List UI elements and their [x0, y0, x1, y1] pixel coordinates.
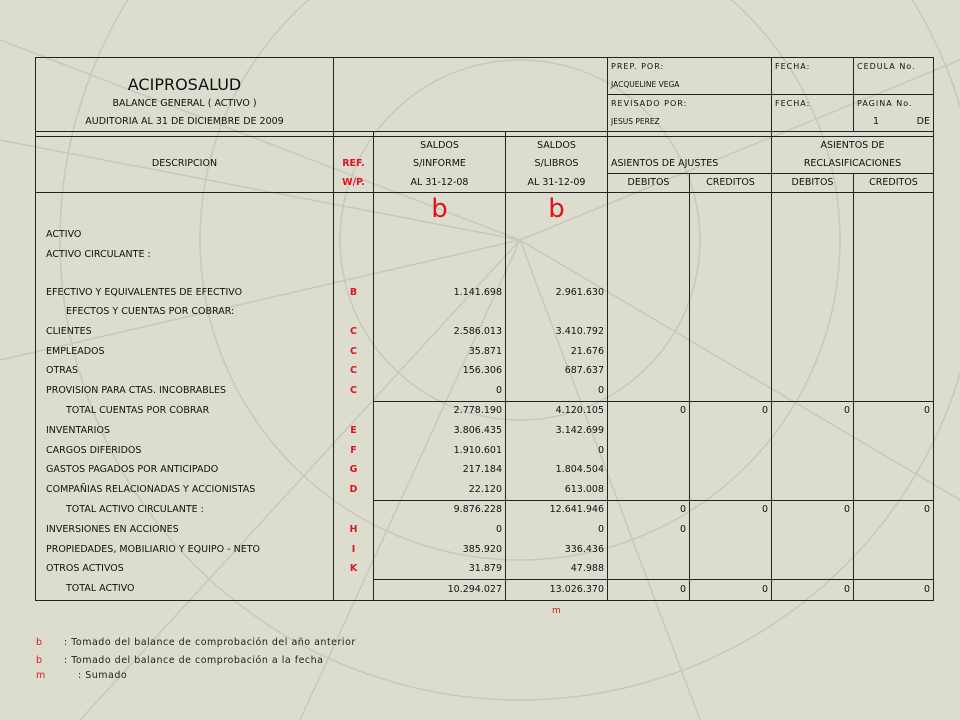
row-saldo-2009 — [506, 303, 608, 323]
row-description: INVENTARIOS — [36, 421, 334, 441]
row-description: TOTAL CUENTAS POR COBRAR — [36, 401, 334, 421]
row-ref: D — [334, 480, 374, 500]
table-row — [36, 480, 934, 500]
row-debito-reclas — [772, 381, 854, 401]
page-number: 1 DE — [854, 113, 934, 132]
row-saldo-2009: 3.410.792 — [506, 322, 608, 342]
row-credito-ajuste — [690, 540, 772, 560]
row-credito-ajuste — [690, 381, 772, 401]
total-row — [36, 401, 934, 421]
prep-name: JACQUELINE VEGA — [608, 76, 772, 95]
total-row — [36, 579, 934, 600]
row-ref — [334, 579, 374, 600]
row-debito-reclas: 0 — [772, 500, 854, 520]
col-creditos: CREDITOS — [690, 174, 772, 193]
col-wp: W/P. — [334, 174, 374, 193]
row-saldo-2009: 687.637 — [506, 361, 608, 381]
row-debito-ajuste: 0 — [608, 579, 690, 600]
section-circulante: ACTIVO CIRCULANTE : — [36, 245, 334, 265]
row-credito-reclas — [854, 441, 934, 461]
table-row — [36, 441, 934, 461]
row-saldo-2008: 217.184 — [374, 460, 506, 480]
row-credito-reclas: 0 — [854, 579, 934, 600]
row-debito-ajuste — [608, 361, 690, 381]
row-credito-reclas — [854, 460, 934, 480]
row-description: EMPLEADOS — [36, 342, 334, 362]
row-debito-reclas — [772, 361, 854, 381]
table-row — [36, 520, 934, 540]
row-debito-reclas — [772, 540, 854, 560]
row-debito-ajuste — [608, 303, 690, 323]
row-credito-reclas — [854, 361, 934, 381]
mark-b-2009: b — [506, 193, 608, 226]
row-saldo-2008 — [374, 303, 506, 323]
row-ref — [334, 401, 374, 421]
row-description: EFECTIVO Y EQUIVALENTES DE EFECTIVO — [36, 283, 334, 303]
row-saldo-2008: 9.876.228 — [374, 500, 506, 520]
audit-title: AUDITORIA AL 31 DE DICIEMBRE DE 2009 — [36, 113, 334, 132]
row-credito-reclas — [854, 283, 934, 303]
row-debito-ajuste — [608, 460, 690, 480]
row-debito-reclas — [772, 303, 854, 323]
row-saldo-2009: 0 — [506, 381, 608, 401]
row-saldo-2008: 156.306 — [374, 361, 506, 381]
row-credito-ajuste — [690, 421, 772, 441]
row-debito-ajuste — [608, 342, 690, 362]
row-description: PROVISION PARA CTAS. INCOBRABLES — [36, 381, 334, 401]
prep-label: PREP. POR: — [608, 58, 772, 77]
row-saldo-2009: 13.026.370 — [506, 579, 608, 600]
row-credito-reclas — [854, 480, 934, 500]
col-saldos08-l2: S/INFORME — [374, 155, 506, 174]
row-debito-reclas — [772, 441, 854, 461]
balance-sheet-table — [35, 57, 934, 601]
revisado-name: JESUS PEREZ — [608, 113, 772, 132]
row-saldo-2008: 2.586.013 — [374, 322, 506, 342]
table-row — [36, 559, 934, 579]
row-description: TOTAL ACTIVO — [36, 579, 334, 600]
row-saldo-2008: 10.294.027 — [374, 579, 506, 600]
row-ref: H — [334, 520, 374, 540]
row-debito-reclas: 0 — [772, 401, 854, 421]
row-description: CLIENTES — [36, 322, 334, 342]
row-debito-reclas — [772, 559, 854, 579]
row-description: CARGOS DIFERIDOS — [36, 441, 334, 461]
table-row — [36, 381, 934, 401]
row-credito-ajuste — [690, 460, 772, 480]
row-description: INVERSIONES EN ACCIONES — [36, 520, 334, 540]
row-ref: C — [334, 322, 374, 342]
row-credito-reclas: 0 — [854, 401, 934, 421]
col-saldos08-l3: AL 31-12-08 — [374, 174, 506, 193]
row-credito-ajuste — [690, 441, 772, 461]
row-credito-reclas: 0 — [854, 500, 934, 520]
mark-m-total: m — [552, 606, 561, 616]
company-name: ACIPROSALUD — [36, 76, 334, 95]
row-saldo-2008: 0 — [374, 381, 506, 401]
row-saldo-2008: 22.120 — [374, 480, 506, 500]
row-ref — [334, 500, 374, 520]
row-debito-reclas — [772, 421, 854, 441]
row-debito-reclas — [772, 322, 854, 342]
row-debito-reclas — [772, 520, 854, 540]
row-debito-reclas — [772, 460, 854, 480]
row-credito-reclas — [854, 421, 934, 441]
row-debito-ajuste — [608, 480, 690, 500]
row-ref: B — [334, 283, 374, 303]
table-row — [36, 421, 934, 441]
revisado-label: REVISADO POR: — [608, 95, 772, 114]
legend-item: m : Sumado — [36, 670, 128, 681]
col-saldos09-l1: SALDOS — [506, 137, 608, 156]
row-description: EFECTOS Y CUENTAS POR COBRAR: — [36, 303, 334, 323]
row-credito-ajuste — [690, 559, 772, 579]
row-debito-reclas: 0 — [772, 579, 854, 600]
row-credito-reclas — [854, 303, 934, 323]
row-description: OTRAS — [36, 361, 334, 381]
mark-b-2008: b — [374, 193, 506, 226]
row-saldo-2008: 385.920 — [374, 540, 506, 560]
row-ref: G — [334, 460, 374, 480]
row-description: COMPAÑIAS RELACIONADAS Y ACCIONISTAS — [36, 480, 334, 500]
row-saldo-2008: 31.879 — [374, 559, 506, 579]
fecha2-label: FECHA: — [772, 95, 854, 114]
row-debito-reclas — [772, 283, 854, 303]
row-debito-ajuste — [608, 441, 690, 461]
row-debito-ajuste: 0 — [608, 401, 690, 421]
row-ref: C — [334, 361, 374, 381]
row-debito-ajuste — [608, 381, 690, 401]
row-credito-reclas — [854, 520, 934, 540]
row-description: TOTAL ACTIVO CIRCULANTE : — [36, 500, 334, 520]
col-debitos: DEBITOS — [608, 174, 690, 193]
row-credito-ajuste — [690, 322, 772, 342]
row-saldo-2009: 21.676 — [506, 342, 608, 362]
row-ref: C — [334, 381, 374, 401]
row-debito-ajuste — [608, 540, 690, 560]
col-debitos-reclas: DEBITOS — [772, 174, 854, 193]
row-debito-reclas — [772, 342, 854, 362]
row-credito-reclas — [854, 322, 934, 342]
row-saldo-2009: 47.988 — [506, 559, 608, 579]
row-credito-reclas — [854, 559, 934, 579]
row-description: GASTOS PAGADOS POR ANTICIPADO — [36, 460, 334, 480]
col-saldos09-l3: AL 31-12-09 — [506, 174, 608, 193]
table-row — [36, 540, 934, 560]
row-saldo-2009: 2.961.630 — [506, 283, 608, 303]
table-row — [36, 283, 934, 303]
row-debito-ajuste — [608, 283, 690, 303]
fecha-label: FECHA: — [772, 58, 854, 77]
row-ref: F — [334, 441, 374, 461]
row-saldo-2009: 0 — [506, 441, 608, 461]
table-row — [36, 460, 934, 480]
section-activo: ACTIVO — [36, 225, 334, 245]
row-debito-ajuste — [608, 421, 690, 441]
row-debito-ajuste: 0 — [608, 520, 690, 540]
row-saldo-2008: 35.871 — [374, 342, 506, 362]
row-ref: K — [334, 559, 374, 579]
row-ref — [334, 303, 374, 323]
row-saldo-2009: 12.641.946 — [506, 500, 608, 520]
col-creditos-reclas: CREDITOS — [854, 174, 934, 193]
row-saldo-2008: 1.910.601 — [374, 441, 506, 461]
col-reclas-l2: RECLASIFICACIONES — [772, 155, 934, 174]
row-saldo-2008: 3.806.435 — [374, 421, 506, 441]
row-saldo-2008: 2.778.190 — [374, 401, 506, 421]
col-descripcion: DESCRIPCION — [36, 155, 334, 174]
row-saldo-2008: 1.141.698 — [374, 283, 506, 303]
row-debito-ajuste — [608, 322, 690, 342]
row-debito-ajuste: 0 — [608, 500, 690, 520]
row-credito-ajuste — [690, 283, 772, 303]
cedula-label: CEDULA No. — [854, 58, 934, 77]
report-title: BALANCE GENERAL ( ACTIVO ) — [36, 95, 334, 114]
row-saldo-2009: 4.120.105 — [506, 401, 608, 421]
row-ref: I — [334, 540, 374, 560]
row-credito-ajuste — [690, 480, 772, 500]
row-debito-reclas — [772, 480, 854, 500]
row-description: PROPIEDADES, MOBILIARIO Y EQUIPO - NETO — [36, 540, 334, 560]
row-debito-ajuste — [608, 559, 690, 579]
legend-item: b : Tomado del balance de comprobación del año anterior — [36, 637, 356, 648]
table-row — [36, 361, 934, 381]
pagina-label: PAGINA No. — [854, 95, 934, 114]
row-saldo-2009: 3.142.699 — [506, 421, 608, 441]
row-credito-ajuste — [690, 520, 772, 540]
row-credito-ajuste — [690, 342, 772, 362]
col-ajustes: ASIENTOS DE AJUSTES — [608, 155, 772, 174]
row-credito-reclas — [854, 342, 934, 362]
legend-item: b : Tomado del balance de comprobación a la fecha — [36, 655, 324, 666]
row-credito-ajuste: 0 — [690, 500, 772, 520]
col-reclas-l1: ASIENTOS DE — [772, 137, 934, 156]
row-description: OTROS ACTIVOS — [36, 559, 334, 579]
row-credito-ajuste: 0 — [690, 579, 772, 600]
col-saldos08-l1: SALDOS — [374, 137, 506, 156]
table-row — [36, 322, 934, 342]
table-row — [36, 303, 934, 323]
col-ref: REF. — [334, 155, 374, 174]
row-credito-reclas — [854, 540, 934, 560]
row-credito-reclas — [854, 381, 934, 401]
row-credito-ajuste: 0 — [690, 401, 772, 421]
row-saldo-2009: 613.008 — [506, 480, 608, 500]
row-credito-ajuste — [690, 361, 772, 381]
row-saldo-2009: 1.804.504 — [506, 460, 608, 480]
row-ref: C — [334, 342, 374, 362]
header-spacer — [36, 58, 334, 77]
total-row — [36, 500, 934, 520]
row-saldo-2008: 0 — [374, 520, 506, 540]
row-saldo-2009: 336.436 — [506, 540, 608, 560]
row-credito-ajuste — [690, 303, 772, 323]
row-ref: E — [334, 421, 374, 441]
col-saldos09-l2: S/LIBROS — [506, 155, 608, 174]
table-row — [36, 342, 934, 362]
row-saldo-2009: 0 — [506, 520, 608, 540]
